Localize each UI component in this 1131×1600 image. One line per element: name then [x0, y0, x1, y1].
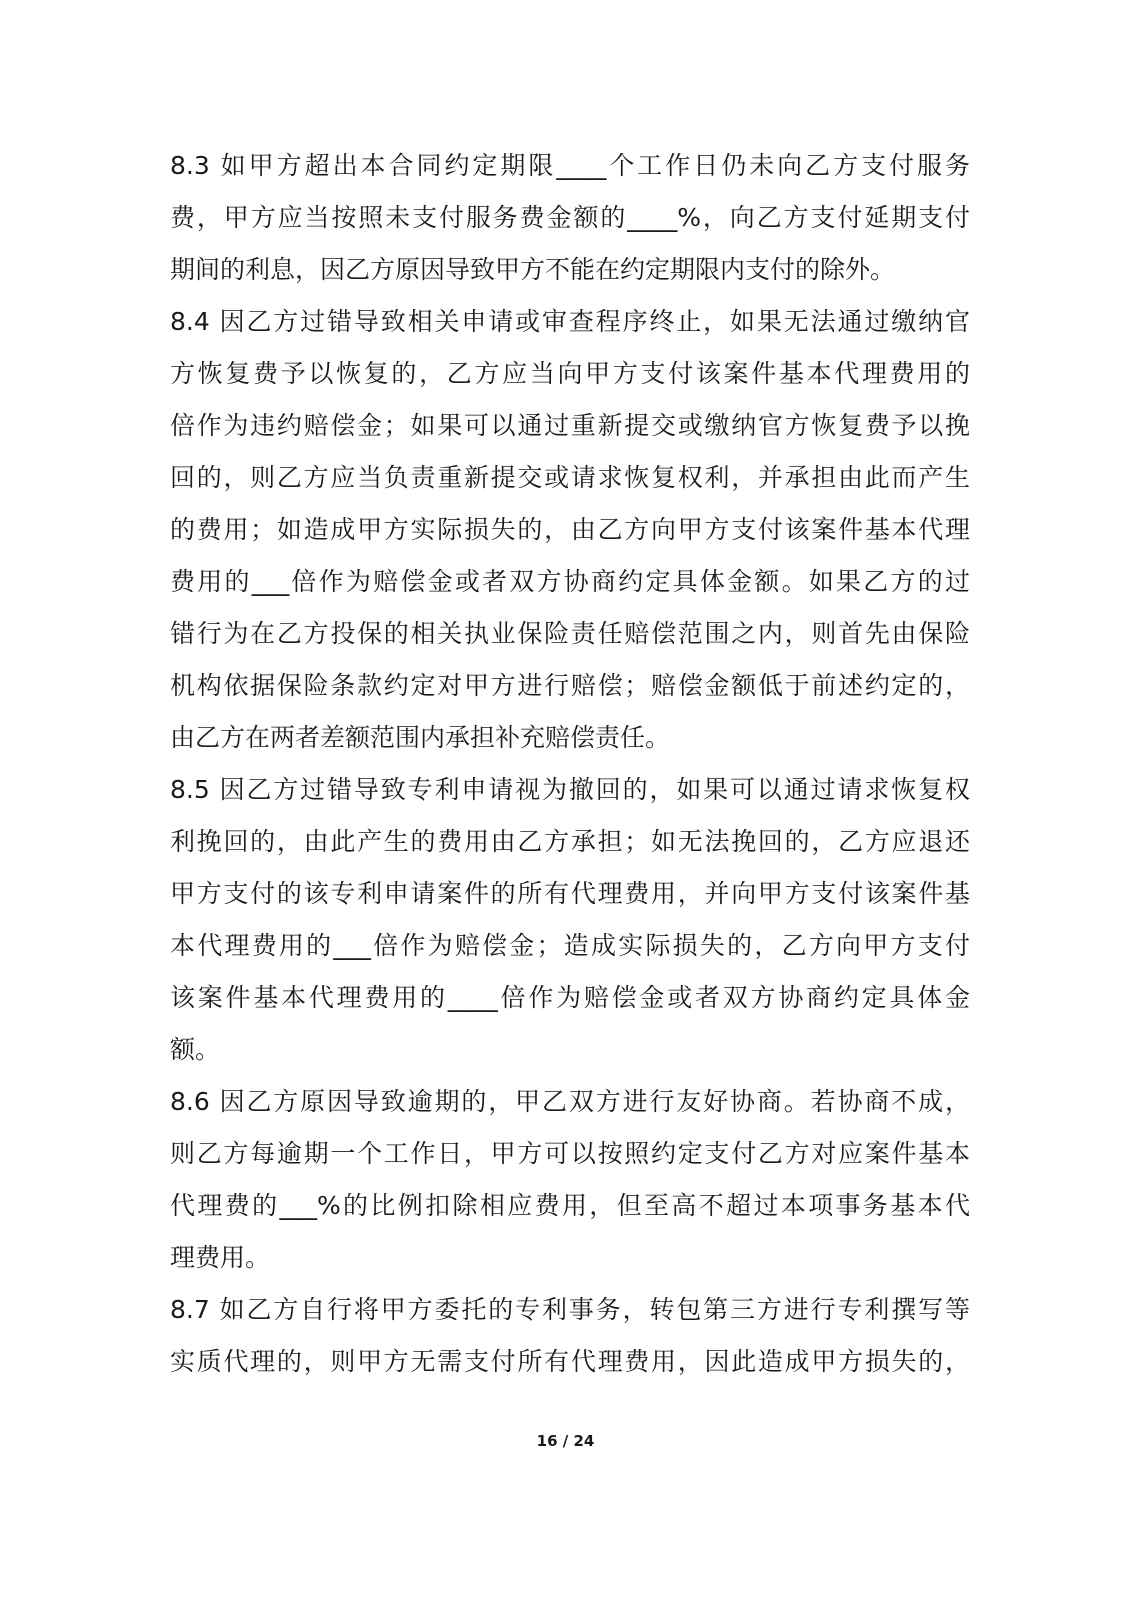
- text-line: 期间的利息，因乙方原因导致甲方不能在约定期限内支付的除外。: [170, 255, 896, 284]
- text-line: 8.3 如甲方超出本合同约定期限____个工作日仍未向乙方支付服务: [170, 151, 970, 180]
- text-line: 机构依据保险条款约定对甲方进行赔偿；赔偿金额低于前述约定的，: [170, 671, 970, 700]
- text-line: 代理费的___%的比例扣除相应费用，但至高不超过本项事务基本代: [170, 1191, 970, 1220]
- text-line: 本代理费用的___倍作为赔偿金；造成实际损失的，乙方向甲方支付: [170, 931, 970, 960]
- text-line: 方恢复费予以恢复的，乙方应当向甲方支付该案件基本代理费用的: [170, 359, 970, 388]
- text-line: 的费用；如造成甲方实际损失的，由乙方向甲方支付该案件基本代理: [170, 515, 970, 544]
- text-line: 利挽回的，由此产生的费用由乙方承担；如无法挽回的，乙方应退还: [170, 827, 970, 856]
- text-line: 回的，则乙方应当负责重新提交或请求恢复权利，并承担由此而产生: [170, 463, 970, 492]
- text-line: 费，甲方应当按照未支付服务费金额的____%，向乙方支付延期支付: [170, 203, 970, 232]
- text-line: 8.5 因乙方过错导致专利申请视为撤回的，如果可以通过请求恢复权: [170, 775, 970, 804]
- text-line: 8.6 因乙方原因导致逾期的，甲乙双方进行友好协商。若协商不成，: [170, 1087, 970, 1116]
- text-line: 额。: [170, 1035, 221, 1064]
- page-number: 16 / 24: [536, 1432, 595, 1450]
- text-line: 倍作为违约赔偿金；如果可以通过重新提交或缴纳官方恢复费予以挽: [170, 411, 970, 440]
- text-line: 费用的___倍作为赔偿金或者双方协商约定具体金额。如果乙方的过: [170, 567, 970, 596]
- text-line: 该案件基本代理费用的____倍作为赔偿金或者双方协商约定具体金: [170, 983, 970, 1012]
- text-line: 8.7 如乙方自行将甲方委托的专利事务，转包第三方进行专利撰写等: [170, 1295, 970, 1324]
- text-line: 8.4 因乙方过错导致相关申请或审查程序终止，如果无法通过缴纳官: [170, 307, 970, 336]
- text-line: 由乙方在两者差额范围内承担补充赔偿责任。: [170, 723, 671, 752]
- text-line: 理费用。: [170, 1243, 271, 1272]
- text-line: 则乙方每逾期一个工作日，甲方可以按照约定支付乙方对应案件基本: [170, 1139, 970, 1168]
- text-line: 错行为在乙方投保的相关执业保险责任赔偿范围之内，则首先由保险: [170, 619, 970, 648]
- text-line: 实质代理的，则甲方无需支付所有代理费用，因此造成甲方损失的，: [170, 1347, 970, 1376]
- text-line: 甲方支付的该专利申请案件的所有代理费用，并向甲方支付该案件基: [170, 879, 970, 908]
- contract-body-text: [170, 140, 970, 1388]
